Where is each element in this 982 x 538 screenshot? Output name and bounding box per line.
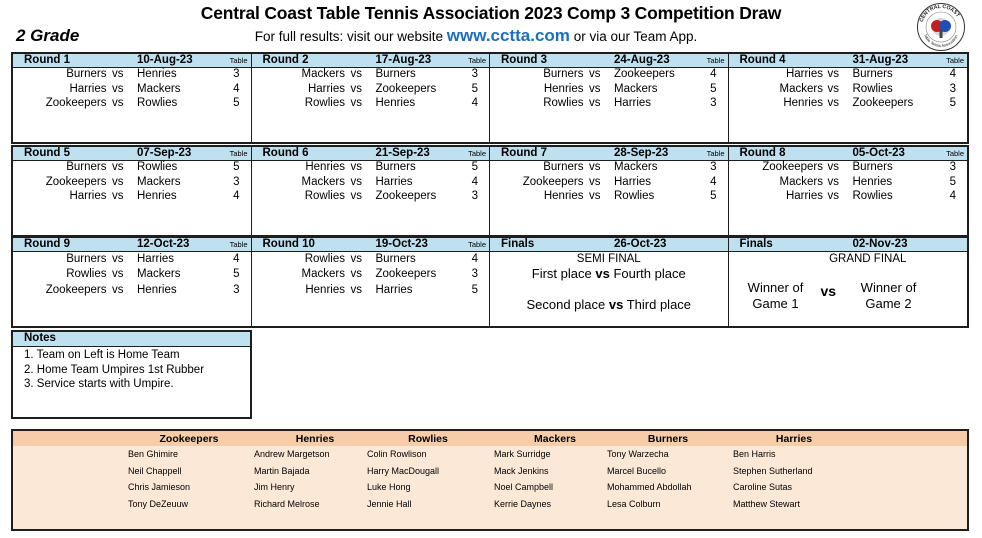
round-date: 05-Oct-23 bbox=[852, 147, 905, 159]
away-team: Rowlies bbox=[137, 97, 178, 109]
team-column-henries bbox=[252, 431, 378, 513]
home-team: Mackers bbox=[301, 175, 345, 188]
vs-label: vs bbox=[827, 68, 839, 80]
table-label: Table bbox=[946, 56, 964, 65]
vs-label: vs bbox=[112, 161, 124, 173]
vs-label: vs bbox=[112, 284, 124, 296]
vs-label: vs bbox=[595, 266, 610, 281]
home-team: Harries bbox=[69, 190, 107, 202]
results-prefix: For full results: visit our website bbox=[254, 29, 447, 44]
svg-text:Table Tennis Association: Table Tennis Association bbox=[922, 33, 959, 49]
cctta-logo bbox=[916, 2, 966, 52]
home-team: Harries bbox=[785, 68, 823, 80]
team-column-rowlies bbox=[365, 431, 491, 513]
match-row bbox=[13, 268, 251, 282]
table-label: Table bbox=[229, 149, 248, 158]
round-date: 10-Aug-23 bbox=[137, 54, 193, 66]
home-team: Zookeepers bbox=[762, 161, 823, 173]
vs-label: vs bbox=[350, 68, 362, 80]
table-number: 5 bbox=[233, 267, 240, 280]
round-date: 07-Sep-23 bbox=[137, 147, 192, 159]
vs-label: vs bbox=[350, 284, 362, 296]
player-name: Luke Hong bbox=[367, 482, 411, 493]
match-row bbox=[490, 190, 728, 204]
table-label: Table bbox=[468, 240, 486, 249]
home-team: Harries bbox=[69, 82, 107, 95]
match-row bbox=[252, 268, 490, 282]
player-name: Andrew Margetson bbox=[254, 449, 330, 459]
table-number: 3 bbox=[949, 82, 956, 95]
vs-label: vs bbox=[112, 190, 124, 202]
match-row bbox=[252, 83, 490, 97]
results-info bbox=[0, 26, 952, 46]
home-team: Burners bbox=[66, 253, 107, 265]
home-team: Rowlies bbox=[304, 253, 345, 265]
round-date: 19-Oct-23 bbox=[375, 238, 428, 250]
round-header bbox=[490, 147, 728, 161]
home-team: Mackers bbox=[779, 82, 823, 95]
table-number: 5 bbox=[710, 190, 717, 202]
grand-final-label: GRAND FINAL bbox=[829, 253, 907, 265]
vs-label: vs bbox=[827, 161, 839, 173]
finals-name: Finals bbox=[739, 238, 773, 250]
away-team: Zookeepers bbox=[614, 68, 675, 80]
vs-label: vs bbox=[820, 283, 837, 299]
table-number: 4 bbox=[710, 68, 717, 80]
table-number: 3 bbox=[471, 190, 478, 202]
round-header bbox=[13, 54, 251, 68]
table-number: 4 bbox=[233, 82, 240, 95]
round-header bbox=[252, 147, 490, 161]
round-header bbox=[13, 238, 251, 252]
round-date: 17-Aug-23 bbox=[375, 54, 432, 66]
round-name: Round 7 bbox=[501, 147, 547, 159]
semi-match-1 bbox=[490, 266, 728, 281]
match-row bbox=[729, 97, 968, 111]
player-name: Ben Harris bbox=[733, 449, 776, 459]
semi-m1-away: Fourth place bbox=[613, 266, 686, 281]
round-7-box bbox=[490, 147, 729, 235]
finals-date: 02-Nov-23 bbox=[852, 238, 908, 250]
round-6-box bbox=[252, 147, 491, 235]
vs-label: vs bbox=[589, 190, 601, 202]
player-name: Jennie Hall bbox=[367, 499, 412, 510]
home-team: Rowlies bbox=[304, 190, 345, 202]
match-row bbox=[252, 68, 490, 82]
note-item: 3. Service starts with Umpire. bbox=[24, 378, 174, 390]
home-team: Zookeepers bbox=[522, 175, 584, 188]
table-number: 3 bbox=[233, 175, 240, 188]
vs-label: vs bbox=[350, 82, 362, 95]
match-row bbox=[252, 253, 490, 267]
vs-label: vs bbox=[589, 82, 601, 95]
table-number: 3 bbox=[949, 161, 956, 173]
grand-left-team bbox=[743, 280, 809, 312]
team-name: Zookeepers bbox=[159, 433, 219, 445]
player-name: Stephen Sutherland bbox=[733, 465, 813, 476]
match-row bbox=[13, 176, 251, 190]
vs-label: vs bbox=[350, 97, 362, 109]
team-column-zookeepers bbox=[126, 431, 252, 513]
away-team: Burners bbox=[375, 253, 416, 265]
vs-label: vs bbox=[112, 267, 124, 280]
table-number: 5 bbox=[233, 97, 240, 109]
round-2-box bbox=[252, 54, 491, 142]
away-team: Harries bbox=[375, 175, 413, 188]
table-number: 4 bbox=[949, 190, 956, 202]
table-number: 4 bbox=[471, 97, 478, 109]
svg-text:CENTRAL COAST: CENTRAL COAST bbox=[918, 3, 961, 23]
vs-label: vs bbox=[589, 161, 601, 173]
round-name: Round 8 bbox=[739, 147, 786, 159]
match-row bbox=[252, 97, 490, 111]
away-team: Harries bbox=[614, 97, 652, 109]
vs-label: vs bbox=[350, 175, 362, 188]
away-team: Mackers bbox=[137, 175, 181, 188]
finals-header bbox=[490, 238, 728, 252]
table-number: 5 bbox=[233, 161, 240, 173]
home-team: Burners bbox=[543, 68, 584, 80]
home-team: Henries bbox=[305, 284, 345, 296]
round-header bbox=[13, 147, 251, 161]
team-name: Henries bbox=[295, 433, 335, 445]
home-team: Henries bbox=[543, 82, 584, 95]
vs-label: vs bbox=[112, 82, 124, 95]
player-name: Kerrie Daynes bbox=[494, 499, 552, 510]
home-team: Henries bbox=[543, 190, 584, 202]
away-team: Burners bbox=[375, 68, 416, 80]
player-name: Harry MacDougall bbox=[367, 465, 440, 476]
table-number: 3 bbox=[710, 161, 717, 173]
table-number: 5 bbox=[471, 284, 478, 296]
match-row bbox=[13, 83, 251, 97]
home-team: Burners bbox=[543, 161, 584, 173]
away-team: Mackers bbox=[614, 82, 658, 95]
home-team: Harries bbox=[785, 190, 823, 202]
home-team: Henries bbox=[783, 97, 823, 109]
table-label: Table bbox=[229, 240, 248, 249]
player-name: Tony Warzecha bbox=[607, 449, 669, 459]
round-date: 28-Sep-23 bbox=[614, 147, 669, 159]
home-team: Burners bbox=[66, 161, 107, 173]
vs-label: vs bbox=[589, 175, 601, 188]
semi-match-2 bbox=[490, 297, 728, 312]
table-number: 3 bbox=[471, 267, 478, 280]
team-name: Harries bbox=[775, 433, 813, 445]
match-row bbox=[13, 284, 251, 298]
away-team: Burners bbox=[375, 161, 416, 173]
player-name: Mark Surridge bbox=[494, 449, 551, 459]
away-team: Mackers bbox=[137, 267, 181, 280]
team-name: Mackers bbox=[533, 433, 577, 445]
away-team: Rowlies bbox=[137, 161, 178, 173]
vs-label: vs bbox=[589, 97, 601, 109]
vs-label: vs bbox=[112, 68, 124, 80]
match-row bbox=[729, 83, 968, 97]
semi-m1-home: First place bbox=[531, 266, 592, 281]
table-label: Table bbox=[706, 149, 725, 158]
match-row bbox=[729, 176, 968, 190]
match-row bbox=[252, 176, 490, 190]
team-name: Burners bbox=[647, 433, 689, 445]
player-name: Jim Henry bbox=[254, 482, 295, 493]
away-team: Burners bbox=[852, 68, 893, 80]
grade-label: 2 Grade bbox=[16, 26, 80, 45]
match-row bbox=[13, 68, 251, 82]
results-suffix: or via our Team App. bbox=[569, 29, 698, 44]
home-team: Zookeepers bbox=[45, 284, 107, 296]
player-name: Martin Bajada bbox=[254, 465, 310, 476]
player-name: Colin Rowlison bbox=[367, 449, 427, 459]
table-number: 4 bbox=[471, 253, 478, 265]
round-name: Round 9 bbox=[24, 238, 70, 250]
home-team: Harries bbox=[307, 82, 345, 95]
round-name: Round 3 bbox=[501, 54, 547, 66]
semi-final-box bbox=[490, 238, 729, 326]
match-row bbox=[729, 190, 968, 204]
round-name: Round 6 bbox=[262, 147, 309, 159]
away-team: Zookeepers bbox=[375, 82, 437, 95]
match-row bbox=[13, 161, 251, 175]
team-name: Rowlies bbox=[408, 433, 448, 445]
round-9-box bbox=[13, 238, 252, 326]
home-team: Rowlies bbox=[304, 97, 345, 109]
table-label: Table bbox=[946, 149, 964, 158]
home-team: Zookeepers bbox=[45, 97, 107, 109]
away-team: Mackers bbox=[614, 161, 658, 173]
round-date: 21-Sep-23 bbox=[375, 147, 430, 159]
table-label: Table bbox=[706, 56, 725, 65]
home-team: Henries bbox=[305, 161, 345, 173]
match-row bbox=[252, 284, 490, 298]
round-3-box bbox=[490, 54, 729, 142]
home-team: Mackers bbox=[301, 68, 345, 80]
player-name: Richard Melrose bbox=[254, 499, 320, 510]
away-team: Rowlies bbox=[614, 190, 655, 202]
round-8-box bbox=[729, 147, 968, 235]
player-name: Tony DeZeuuw bbox=[128, 499, 189, 510]
round-5-box bbox=[13, 147, 252, 235]
vs-label: vs bbox=[589, 68, 601, 80]
grand-right-team bbox=[854, 280, 924, 312]
grand-left-l1: Winner of bbox=[747, 280, 804, 295]
table-number: 5 bbox=[471, 161, 478, 173]
away-team: Mackers bbox=[137, 82, 181, 95]
vs-label: vs bbox=[112, 97, 124, 109]
match-row bbox=[490, 83, 728, 97]
table-number: 5 bbox=[710, 82, 717, 95]
player-name: Mack Jenkins bbox=[494, 465, 549, 476]
away-team: Rowlies bbox=[852, 82, 893, 95]
player-name: Neil Chappell bbox=[128, 465, 182, 476]
round-header bbox=[729, 54, 968, 68]
round-name: Round 10 bbox=[262, 238, 315, 250]
home-team: Mackers bbox=[779, 175, 823, 188]
vs-label: vs bbox=[112, 253, 124, 265]
away-team: Henries bbox=[137, 68, 177, 80]
round-header bbox=[252, 54, 490, 68]
round-1-box bbox=[13, 54, 252, 142]
team-column-harries bbox=[731, 431, 857, 513]
table-number: 4 bbox=[233, 253, 240, 265]
vs-label: vs bbox=[350, 190, 362, 202]
rounds-row-2 bbox=[11, 145, 969, 237]
away-team: Henries bbox=[137, 190, 177, 202]
table-number: 5 bbox=[949, 175, 956, 188]
home-team: Rowlies bbox=[543, 97, 584, 109]
round-header bbox=[252, 238, 490, 252]
rounds-row-3 bbox=[11, 236, 969, 328]
note-item: 1. Team on Left is Home Team bbox=[24, 349, 180, 361]
vs-label: vs bbox=[350, 267, 362, 280]
player-name: Ben Ghimire bbox=[128, 449, 179, 459]
vs-label: vs bbox=[350, 161, 362, 173]
home-team: Mackers bbox=[301, 267, 345, 280]
table-number: 4 bbox=[471, 175, 478, 188]
round-name: Round 5 bbox=[24, 147, 70, 159]
home-team: Rowlies bbox=[66, 267, 107, 280]
home-team: Burners bbox=[66, 68, 107, 80]
match-row bbox=[252, 190, 490, 204]
semi-m2-away: Third place bbox=[626, 297, 692, 312]
note-item: 2. Home Team Umpires 1st Rubber bbox=[24, 363, 205, 376]
vs-label: vs bbox=[827, 82, 839, 95]
finals-name: Finals bbox=[501, 238, 535, 250]
team-column-mackers bbox=[492, 431, 618, 513]
team-column-burners bbox=[605, 431, 731, 513]
away-team: Zookeepers bbox=[852, 97, 914, 109]
round-date: 31-Aug-23 bbox=[852, 54, 909, 66]
semi-final-label: SEMI FINAL bbox=[576, 253, 641, 265]
grand-final-box bbox=[729, 238, 968, 326]
notes-title: Notes bbox=[13, 332, 250, 347]
vs-label: vs bbox=[608, 297, 624, 312]
player-name: Marcel Bucello bbox=[607, 465, 667, 476]
away-team: Henries bbox=[852, 175, 893, 188]
table-label: Table bbox=[229, 56, 248, 65]
semi-m2-home: Second place bbox=[526, 297, 606, 312]
round-name: Round 4 bbox=[739, 54, 786, 66]
player-name: Chris Jamieson bbox=[128, 482, 191, 493]
table-number: 3 bbox=[233, 68, 240, 80]
vs-label: vs bbox=[827, 190, 839, 202]
table-number: 5 bbox=[471, 82, 478, 95]
table-number: 4 bbox=[710, 175, 717, 188]
away-team: Zookeepers bbox=[375, 190, 437, 202]
match-row bbox=[490, 68, 728, 82]
away-team: Harries bbox=[137, 253, 175, 265]
table-label: Table bbox=[468, 56, 486, 65]
round-date: 12-Oct-23 bbox=[137, 238, 190, 250]
match-row bbox=[729, 68, 968, 82]
round-name: Round 2 bbox=[262, 54, 309, 66]
match-row bbox=[490, 97, 728, 111]
round-4-box bbox=[729, 54, 968, 142]
player-name: Lesa Colburn bbox=[607, 499, 661, 510]
table-number: 4 bbox=[233, 190, 240, 202]
page-title: Central Coast Table Tennis Association 2023 Comp 3 Competition Draw bbox=[200, 3, 782, 23]
match-row bbox=[13, 97, 251, 111]
away-team: Harries bbox=[614, 175, 652, 188]
notes-box bbox=[11, 330, 252, 419]
rounds-row-1 bbox=[11, 52, 969, 144]
round-header bbox=[729, 147, 968, 161]
player-name: Caroline Sutas bbox=[733, 482, 793, 493]
grand-left-l2: Game 1 bbox=[752, 296, 799, 311]
table-label: Table bbox=[468, 149, 486, 158]
table-number: 4 bbox=[949, 68, 956, 80]
away-team: Henries bbox=[137, 284, 177, 296]
vs-label: vs bbox=[350, 253, 362, 265]
round-header bbox=[490, 54, 728, 68]
vs-label: vs bbox=[827, 97, 839, 109]
match-row bbox=[729, 161, 968, 175]
round-10-box bbox=[252, 238, 491, 326]
away-team: Rowlies bbox=[852, 190, 893, 202]
match-row bbox=[13, 190, 251, 204]
away-team: Zookeepers bbox=[375, 267, 437, 280]
match-row bbox=[13, 253, 251, 267]
away-team: Burners bbox=[852, 161, 893, 173]
grand-right-l1: Winner of bbox=[860, 280, 917, 295]
team-players-panel bbox=[11, 429, 969, 531]
table-number: 3 bbox=[471, 68, 478, 80]
table-number: 5 bbox=[949, 97, 956, 109]
finals-header bbox=[729, 238, 968, 252]
vs-label: vs bbox=[112, 175, 124, 188]
match-row bbox=[252, 161, 490, 175]
round-date: 24-Aug-23 bbox=[614, 54, 670, 66]
grand-right-l2: Game 2 bbox=[865, 296, 912, 311]
home-team: Zookeepers bbox=[45, 175, 107, 188]
website-link[interactable]: www.cctta.com bbox=[446, 26, 570, 45]
player-name: Noel Campbell bbox=[494, 482, 554, 493]
player-name: Matthew Stewart bbox=[733, 499, 801, 510]
away-team: Henries bbox=[375, 97, 416, 109]
match-row bbox=[490, 176, 728, 190]
match-row bbox=[490, 161, 728, 175]
vs-label: vs bbox=[827, 175, 839, 188]
player-name: Mohammed Abdollah bbox=[607, 482, 692, 493]
table-number: 3 bbox=[233, 284, 240, 296]
away-team: Harries bbox=[375, 284, 413, 296]
round-name: Round 1 bbox=[24, 54, 70, 66]
table-number: 3 bbox=[710, 97, 717, 109]
finals-date: 26-Oct-23 bbox=[614, 238, 667, 250]
